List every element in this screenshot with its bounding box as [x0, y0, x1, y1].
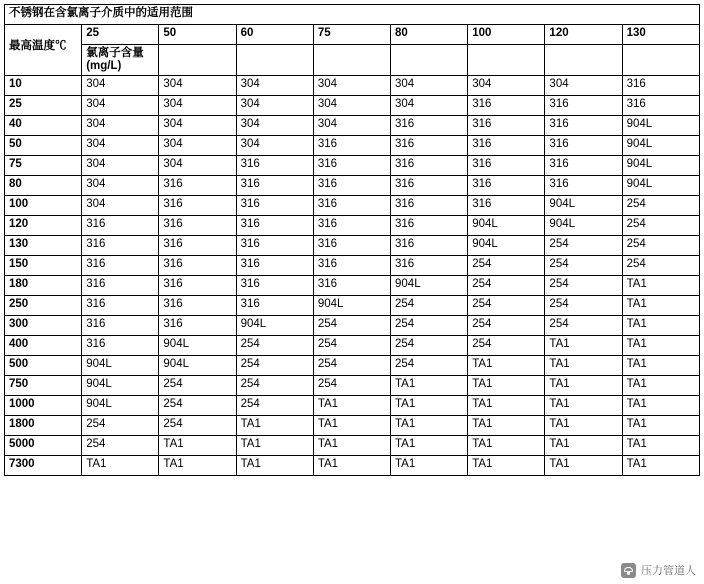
cell: 254 [159, 396, 236, 416]
cell: TA1 [622, 376, 699, 396]
table-row [5, 356, 700, 376]
row-label: 130 [5, 236, 82, 256]
table-row [5, 136, 700, 156]
cell: TA1 [622, 396, 699, 416]
cell: 254 [622, 196, 699, 216]
cell: 316 [313, 256, 390, 276]
row-label: 100 [5, 196, 82, 216]
cell: 254 [545, 256, 622, 276]
cell: 254 [82, 416, 159, 436]
cell: 304 [313, 116, 390, 136]
cell: TA1 [545, 376, 622, 396]
cell: 304 [82, 196, 159, 216]
header-spacer-6 [622, 45, 699, 76]
cell: TA1 [622, 276, 699, 296]
cell: 304 [236, 96, 313, 116]
wechat-account-icon [621, 563, 636, 578]
cell: 254 [622, 216, 699, 236]
cell: 304 [159, 116, 236, 136]
cell: TA1 [468, 416, 545, 436]
cell: TA1 [468, 456, 545, 476]
cell: 904L [236, 316, 313, 336]
cell: 316 [236, 276, 313, 296]
cell: 316 [391, 216, 468, 236]
title-row [5, 5, 700, 25]
cell: 904L [545, 196, 622, 216]
cell: 316 [545, 176, 622, 196]
cell: TA1 [622, 336, 699, 356]
cell: 304 [82, 96, 159, 116]
cell: 304 [82, 136, 159, 156]
cell: TA1 [545, 356, 622, 376]
cell: TA1 [236, 456, 313, 476]
cell: TA1 [545, 336, 622, 356]
cell: 304 [313, 76, 390, 96]
cell: 316 [159, 196, 236, 216]
cell: TA1 [391, 376, 468, 396]
cell: 316 [391, 116, 468, 136]
cell: 904L [622, 116, 699, 136]
cell: TA1 [236, 416, 313, 436]
table-row [5, 196, 700, 216]
cell: 904L [82, 356, 159, 376]
cell: 316 [313, 136, 390, 156]
corner-header [5, 25, 82, 76]
cell: 316 [82, 336, 159, 356]
cell: 254 [313, 356, 390, 376]
table-row [5, 256, 700, 276]
cell: 304 [82, 156, 159, 176]
cell: 254 [468, 256, 545, 276]
page-title: 不锈钢在含氯离子介质中的适用范围 [5, 5, 700, 25]
cell: 904L [159, 356, 236, 376]
header-spacer-1 [236, 45, 313, 76]
cell: 316 [468, 196, 545, 216]
cell: 304 [82, 76, 159, 96]
cell: 304 [391, 76, 468, 96]
cell: 254 [468, 316, 545, 336]
cell: 904L [159, 336, 236, 356]
cell: 254 [159, 416, 236, 436]
cell: 316 [236, 156, 313, 176]
cell: 304 [391, 96, 468, 116]
cell: 904L [468, 236, 545, 256]
table-row [5, 116, 700, 136]
cell: 316 [622, 76, 699, 96]
cell: 304 [159, 76, 236, 96]
cell: 904L [82, 376, 159, 396]
cell: TA1 [545, 436, 622, 456]
cell: 316 [159, 176, 236, 196]
temperature-header-7: 130 [622, 25, 699, 45]
table-row [5, 376, 700, 396]
cell: 904L [545, 216, 622, 236]
cell: 316 [391, 156, 468, 176]
cell: 304 [468, 76, 545, 96]
cell: 304 [313, 96, 390, 116]
table-row [5, 276, 700, 296]
cell: 254 [391, 336, 468, 356]
cell: TA1 [313, 396, 390, 416]
table-row [5, 156, 700, 176]
cell: 904L [391, 276, 468, 296]
cell: 316 [159, 256, 236, 276]
cell: TA1 [82, 456, 159, 476]
cell: 316 [236, 196, 313, 216]
cell: 254 [545, 296, 622, 316]
header-spacer-2 [313, 45, 390, 76]
cell: 254 [313, 376, 390, 396]
watermark [621, 562, 696, 578]
cell: TA1 [468, 356, 545, 376]
cell: TA1 [622, 456, 699, 476]
cell: 316 [391, 196, 468, 216]
row-label: 75 [5, 156, 82, 176]
cell: 304 [545, 76, 622, 96]
chloride-header-label: 氯离子含量(mg/L) [82, 45, 159, 76]
header-spacer-3 [391, 45, 468, 76]
temperature-header-2: 60 [236, 25, 313, 45]
cell: 254 [391, 296, 468, 316]
row-label: 7300 [5, 456, 82, 476]
cell: 316 [313, 216, 390, 236]
row-label: 150 [5, 256, 82, 276]
table-sheet [4, 4, 700, 476]
cell: 316 [468, 96, 545, 116]
row-label: 750 [5, 376, 82, 396]
table-row [5, 456, 700, 476]
cell: 316 [545, 136, 622, 156]
cell: 316 [236, 236, 313, 256]
cell: 304 [159, 156, 236, 176]
cell: TA1 [545, 416, 622, 436]
cell: 316 [391, 136, 468, 156]
cell: 254 [313, 316, 390, 336]
cell: TA1 [622, 416, 699, 436]
header-spacer-4 [468, 45, 545, 76]
cell: TA1 [622, 296, 699, 316]
table-row [5, 396, 700, 416]
cell: 254 [236, 356, 313, 376]
cell: TA1 [545, 396, 622, 416]
cell: 316 [622, 96, 699, 116]
temperature-header-3: 75 [313, 25, 390, 45]
cell: TA1 [545, 456, 622, 476]
cell: 316 [468, 176, 545, 196]
header-spacer-0 [159, 45, 236, 76]
cell: 254 [545, 276, 622, 296]
header-row-chloride [5, 45, 700, 76]
cell: 316 [468, 156, 545, 176]
table-row [5, 416, 700, 436]
row-label: 25 [5, 96, 82, 116]
cell: 316 [82, 236, 159, 256]
cell: 316 [313, 156, 390, 176]
row-label: 400 [5, 336, 82, 356]
cell: 254 [236, 376, 313, 396]
cell: 904L [622, 136, 699, 156]
cell: 904L [622, 156, 699, 176]
cell: 254 [159, 376, 236, 396]
cell: 904L [82, 396, 159, 416]
cell: 316 [313, 196, 390, 216]
cell: 316 [236, 216, 313, 236]
cell: 254 [622, 256, 699, 276]
cell: TA1 [159, 436, 236, 456]
cell: TA1 [622, 356, 699, 376]
cell: 316 [82, 316, 159, 336]
cell: 904L [313, 296, 390, 316]
row-label: 300 [5, 316, 82, 336]
cell: TA1 [391, 436, 468, 456]
temperature-header-4: 80 [391, 25, 468, 45]
cell: 904L [622, 176, 699, 196]
cell: 316 [313, 236, 390, 256]
table-row [5, 336, 700, 356]
header-row-temperature [5, 25, 700, 45]
row-label: 50 [5, 136, 82, 156]
cell: TA1 [468, 376, 545, 396]
cell: 316 [313, 276, 390, 296]
cell: 304 [159, 136, 236, 156]
cell: 254 [236, 396, 313, 416]
cell: 316 [391, 236, 468, 256]
cell: 254 [313, 336, 390, 356]
cell: 304 [236, 136, 313, 156]
cell: 304 [159, 96, 236, 116]
cell: 254 [545, 316, 622, 336]
table-row [5, 96, 700, 116]
cell: 254 [468, 276, 545, 296]
cell: 316 [82, 276, 159, 296]
row-label: 120 [5, 216, 82, 236]
temperature-header-1: 50 [159, 25, 236, 45]
cell: TA1 [313, 416, 390, 436]
table-row [5, 76, 700, 96]
cell: 316 [236, 296, 313, 316]
row-label: 180 [5, 276, 82, 296]
cell: TA1 [622, 316, 699, 336]
cell: 316 [468, 116, 545, 136]
cell: 254 [391, 316, 468, 336]
cell: 316 [159, 276, 236, 296]
cell: 304 [82, 176, 159, 196]
table-row [5, 176, 700, 196]
cell: 316 [159, 316, 236, 336]
table-row [5, 296, 700, 316]
temperature-header-0: 25 [82, 25, 159, 45]
cell: 254 [545, 236, 622, 256]
cell: 316 [391, 176, 468, 196]
row-label: 1800 [5, 416, 82, 436]
table-row [5, 436, 700, 456]
cell: 316 [159, 296, 236, 316]
cell: TA1 [313, 456, 390, 476]
cell: 254 [622, 236, 699, 256]
row-label: 10 [5, 76, 82, 96]
cell: 254 [391, 356, 468, 376]
cell: 316 [159, 236, 236, 256]
table-row [5, 316, 700, 336]
cell: 316 [82, 296, 159, 316]
cell: TA1 [391, 416, 468, 436]
temperature-header-5: 100 [468, 25, 545, 45]
cell: TA1 [468, 436, 545, 456]
row-label: 5000 [5, 436, 82, 456]
cell: TA1 [313, 436, 390, 456]
cell: 316 [82, 256, 159, 276]
row-label: 40 [5, 116, 82, 136]
cell: 316 [236, 256, 313, 276]
temperature-header-6: 120 [545, 25, 622, 45]
cell: 316 [545, 116, 622, 136]
cell: 254 [468, 296, 545, 316]
cell: 316 [391, 256, 468, 276]
table-body [5, 5, 700, 476]
row-label: 1000 [5, 396, 82, 416]
cell: 904L [468, 216, 545, 236]
cell: 316 [82, 216, 159, 236]
cell: 304 [236, 76, 313, 96]
cell: TA1 [391, 456, 468, 476]
cell: TA1 [391, 396, 468, 416]
watermark-label: 压力管道人 [641, 565, 696, 577]
cell: 316 [313, 176, 390, 196]
row-label: 80 [5, 176, 82, 196]
corner-header-top-label: 最高温度℃ [9, 40, 67, 52]
cell: TA1 [236, 436, 313, 456]
cell: 254 [468, 336, 545, 356]
cell: 304 [82, 116, 159, 136]
row-label: 500 [5, 356, 82, 376]
cell: TA1 [622, 436, 699, 456]
row-label: 250 [5, 296, 82, 316]
cell: 316 [545, 156, 622, 176]
cell: 304 [236, 116, 313, 136]
cell: 316 [159, 216, 236, 236]
cell: 316 [236, 176, 313, 196]
header-spacer-5 [545, 45, 622, 76]
table-row [5, 216, 700, 236]
table-row [5, 236, 700, 256]
cell: 254 [82, 436, 159, 456]
stainless-steel-chloride-table [4, 4, 700, 476]
cell: TA1 [159, 456, 236, 476]
cell: TA1 [468, 396, 545, 416]
cell: 316 [468, 136, 545, 156]
cell: 254 [236, 336, 313, 356]
cell: 316 [545, 96, 622, 116]
